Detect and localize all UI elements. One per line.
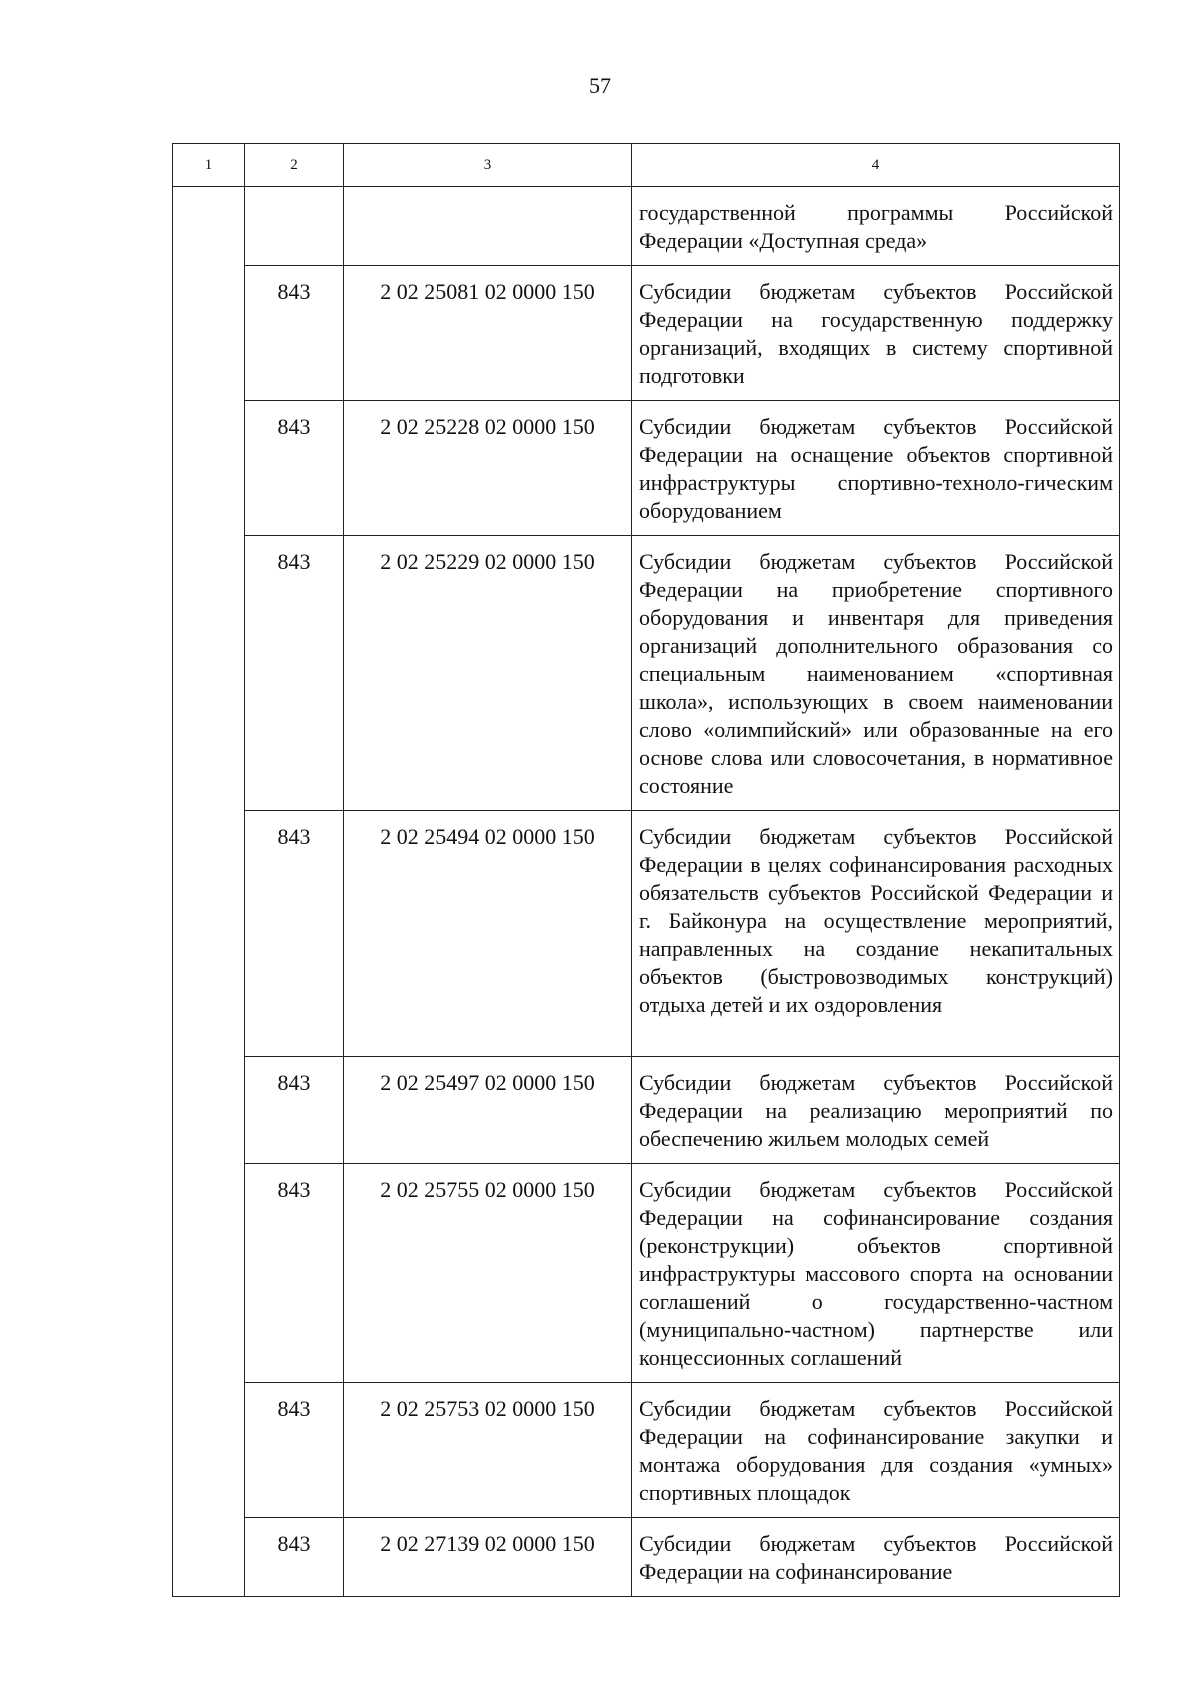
revenue-code-cell: 2 02 25755 02 0000 150 (344, 1164, 632, 1383)
revenue-name-cell: Субсидии бюджетам субъектов Российской Федерации на приобретение спортивного оборудования и инвентаря для приведения организаций дополнительного образования со специальным наименованием «спортивная школа», использующих в своем наименовании слово «олимпийский» или образованные на его основе слова или словосочетания, в нормативное состояние (632, 536, 1120, 811)
revenue-name-cell: Субсидии бюджетам субъектов Российской Федерации на софинансирование закупки и монтажа оборудования для создания «умных» спортивных площадок (632, 1383, 1120, 1518)
revenue-name-cell: Субсидии бюджетам субъектов Российской Федерации на реализацию мероприятий по обеспечению жильем молодых семей (632, 1057, 1120, 1164)
revenue-name-cell: Субсидии бюджетам субъектов Российской Федерации в целях софинансирования расходных обязательств субъектов Российской Федерации и г. Байконура на осуществление мероприятий, направленных на создание некапитальных объектов (быстровозводимых конструкций) отдыха детей и их оздоровления (632, 811, 1120, 1057)
revenue-code-cell: 2 02 25229 02 0000 150 (344, 536, 632, 811)
table-row (173, 266, 1120, 401)
column-1-cell (173, 187, 245, 1597)
table-row (173, 811, 1120, 1057)
revenue-name-cell: Субсидии бюджетам субъектов Российской Федерации на софинансирование создания (реконструкции) объектов спортивной инфраструктуры массового спорта на основании соглашений о государственно-частном (муниципально-частном) партнерстве или концессионных соглашений (632, 1164, 1120, 1383)
table-header-row (173, 144, 1120, 187)
revenue-code-cell: 2 02 27139 02 0000 150 (344, 1518, 632, 1597)
table-row (173, 1057, 1120, 1164)
revenue-name-cell: Субсидии бюджетам субъектов Российской Федерации на оснащение объектов спортивной инфраструктуры спортивно-техноло-гическим оборудованием (632, 401, 1120, 536)
admin-code-cell (245, 187, 344, 266)
page-number: 57 (589, 73, 611, 98)
revenue-code-cell (344, 187, 632, 266)
revenue-name-cell: Субсидии бюджетам субъектов Российской Федерации на государственную поддержку организаций, входящих в систему спортивной подготовки (632, 266, 1120, 401)
table-row (173, 1518, 1120, 1597)
table-row (173, 536, 1120, 811)
admin-code-cell: 843 (245, 401, 344, 536)
table-row (173, 401, 1120, 536)
admin-code-cell: 843 (245, 1057, 344, 1164)
admin-code-cell: 843 (245, 1164, 344, 1383)
revenue-code-cell: 2 02 25753 02 0000 150 (344, 1383, 632, 1518)
revenue-name-cell: Субсидии бюджетам субъектов Российской Федерации на софинансирование (632, 1518, 1120, 1597)
revenue-code-cell: 2 02 25497 02 0000 150 (344, 1057, 632, 1164)
revenue-code-cell: 2 02 25494 02 0000 150 (344, 811, 632, 1057)
revenue-name-cell: государственной программы Российской Федерации «Доступная среда» (632, 187, 1120, 266)
revenue-code-cell: 2 02 25228 02 0000 150 (344, 401, 632, 536)
column-header-2: 2 (245, 144, 344, 187)
column-header-1: 1 (173, 144, 245, 187)
table-row (173, 1164, 1120, 1383)
admin-code-cell: 843 (245, 266, 344, 401)
admin-code-cell: 843 (245, 536, 344, 811)
admin-code-cell: 843 (245, 1383, 344, 1518)
column-header-4: 4 (632, 144, 1120, 187)
admin-code-cell: 843 (245, 1518, 344, 1597)
column-header-3: 3 (344, 144, 632, 187)
table-row (173, 1383, 1120, 1518)
admin-code-cell: 843 (245, 811, 344, 1057)
revenue-codes-table (172, 143, 1120, 1597)
table-row (173, 187, 1120, 266)
revenue-code-cell: 2 02 25081 02 0000 150 (344, 266, 632, 401)
